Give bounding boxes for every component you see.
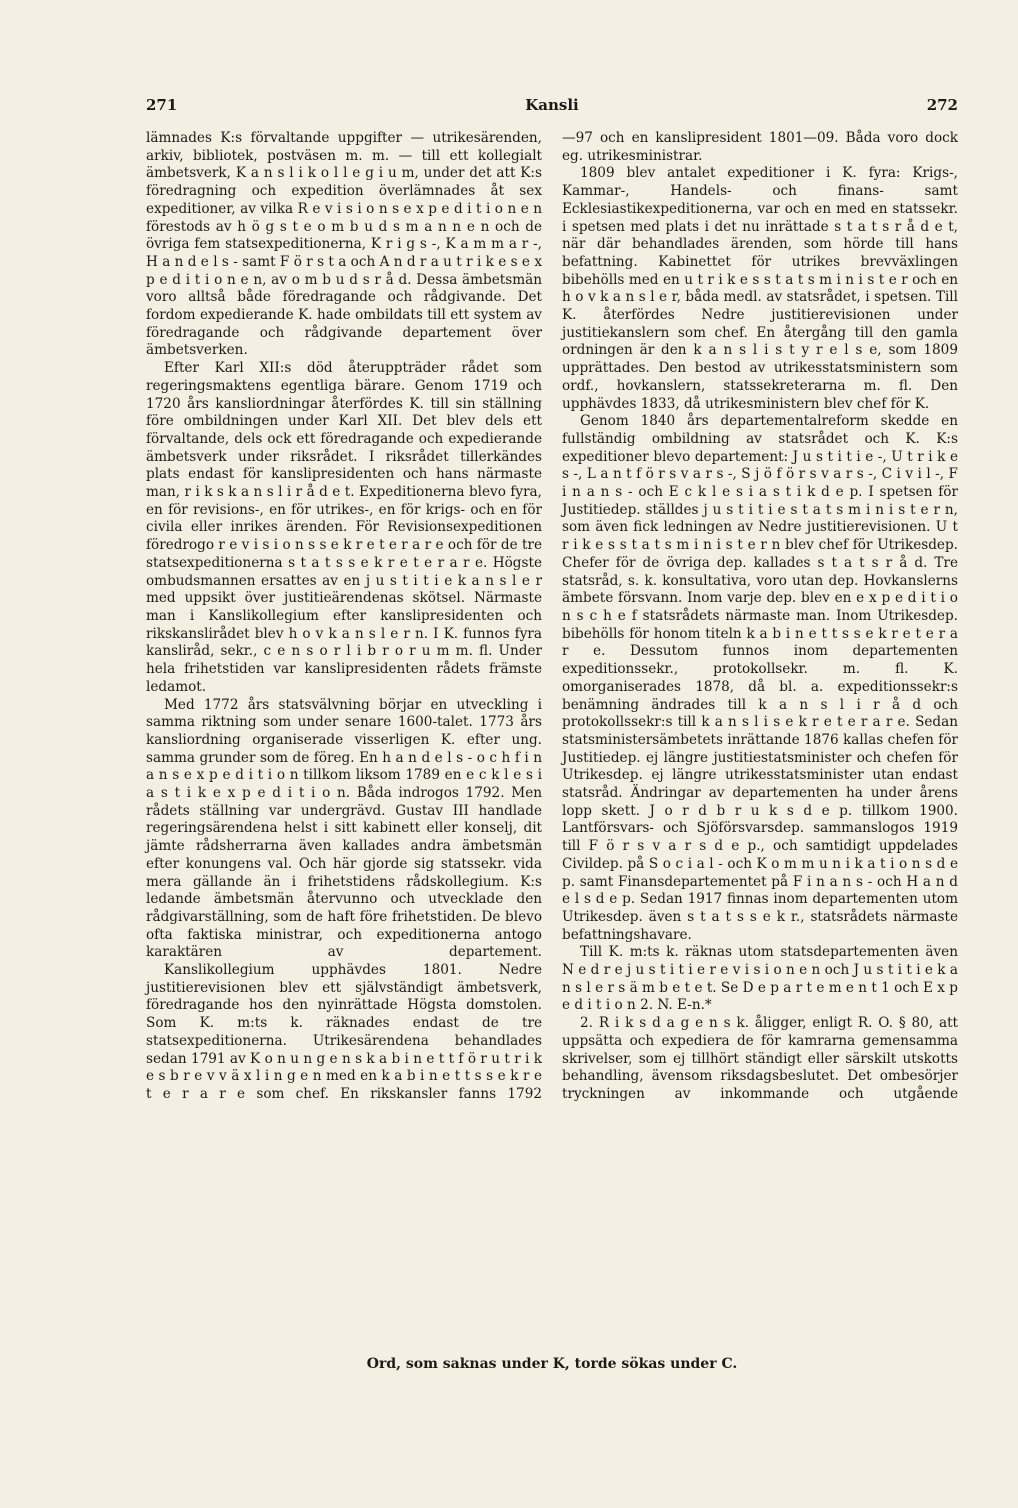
page-number-left: 271	[146, 96, 178, 114]
paragraph: Med 1772 års statsvälvning börjar en utveckling i samma riktning som under senare 1600-talet. 1773 års kansliordning organiserade visserligen K. efter ung. samma grunder som de föreg. En h a n d e l s - o c h f i n a n s e x p e d i t i o n tillkom liksom 1789 en e c k l e s i a s t i k e x p e d i t i o n. Båda indrogos 1792. Men rådets ställning var undergrävd. Gustav III handlade regeringsärendena helst i sitt kabinett eller konselj, dit jämte rådsherrarna även kallades andra ämbetsmän efter konungens val. Och här gjorde sig statssekr. vida mera gällande än i frihetstidens rådskollegium. K:s ledande ämbetsmän återvunno och utvecklade den rådgivarställning, som de haft före frihetstiden. De blevo ofta faktiska ministrar, och expeditionerna antogo karaktären av departement.	[146, 696, 542, 961]
running-header	[146, 96, 958, 120]
paragraph: Kanslikollegium upphävdes 1801. Nedre justitierevisionen blev ett självständigt ämbetsverk, föredragande hos den nyinrättade Högsta domstolen. Som K. m:ts k. räknades endast de tre statsexpeditionerna. Utrikesärendena behandlades sedan 1791 av K o n u n g e n s k a b i n e t t f ö r u t r i k e s b r e v v ä x l i n g e n med en k a b i n e t t s s e k r e t e r a r e som chef. En rikskansler fanns 1792	[146, 962, 542, 1102]
left-column	[146, 130, 542, 1104]
page-number-right: 272	[926, 96, 958, 114]
footer-note: Ord, som saknas under K, torde sökas under C.	[366, 1356, 738, 1372]
right-column	[562, 130, 958, 1104]
paragraph: lämnades K:s förvaltande uppgifter — utrikesärenden, arkiv, bibliotek, postväsen m. m. — till ett kollegialt ämbetsverk, K a n s l i k o l l e g i u m, under det att K:s föredragning och expedition överlämnades åt sex expeditioner, av vilka R e v i s i o n s e x p e d i t i o n e n förestods av h ö g s t e o m b u d s m a n n e n och de övriga fem statsexpeditionerna, K r i g s -, K a m m a r -, H a n d e l s - samt F ö r s t a och A n d r a u t r i k e s e x p e d i t i o n e n, av o m b u d s r å d. Dessa ämbetsmän voro alltså både föredragande och rådgivande. Det fordom expedierande K. hade ombildats till ett system av föredragande och rådgivande departement över ämbetsverken.	[146, 130, 542, 359]
page-title: Kansli	[525, 96, 579, 114]
paragraph: 2. R i k s d a g e n s k. åligger, enligt R. O. § 80, att uppsätta och expediera de för kamrarna gemensamma skrivelser, som ej tillhört ständigt eller särskilt utskotts behandling, ävensom riksdagsbeslutet. Det ombesörjer tryckningen av inkommande och utgående	[562, 1015, 958, 1102]
paragraph: —97 och en kanslipresident 1801—09. Båda voro dock eg. utrikesministrar.	[562, 130, 958, 164]
paragraph: Genom 1840 års departementalreform skedde en fullständig ombildning av statsrådet och K. K:s expeditioner blevo departement: J u s t i t i e -, U t r i k e s -, L a n t f ö r s v a r s -, S j ö f ö r s v a r s -, C i v i l -, F i n a n s - och E c k l e s i a s t i k d e p. I spetsen för Justitiedep. ställdes j u s t i t i e s t a t s m i n i s t e r n, som även fick ledningen av Nedre justitierevisionen. U t r i k e s s t a t s m i n i s t e r n blev chef för Utrikesdep. Chefer för de övriga dep. kallades s t a t s r å d. Tre statsråd, s. k. konsultativa, voro utan dep. Hovkanslerns ämbete försvann. Inom varje dep. blev en e x p e d i t i o n s c h e f statsrådets närmaste man. Inom Utrikesdep. bibehölls för honom titeln k a b i n e t t s s e k r e t e r a r e. Dessutom funnos inom departementen expeditionssekr., protokollsekr. m. fl. K. omorganiserades 1878, då bl. a. expeditionssekr:s benämning ändrades till k a n s l i r å d och protokollssekr:s till k a n s l i s e k r e t e r a r e. Sedan statsministersämbetets inrättande 1876 kallas chefen för Justitiedep. ej längre justitiestatsminister och chefen för Utrikesdep. ej längre utrikesstatsminister utan endast statsråd. Ändringar av departementen ha under årens lopp skett. J o r d b r u k s d e p. tillkom 1900. Lantförsvars- och Sjöförsvarsdep. sammanslogos 1919 till F ö r s v a r s d e p., och samtidigt uppdelades Civildep. på S o c i a l - och K o m m u n i k a t i o n s d e p. samt Finansdepartementet på F i n a n s - och H a n d e l s d e p. Sedan 1917 finnas inom departementen utom Utrikesdep. även s t a t s s e k r., statsrådets närmaste befattningshavare.	[562, 413, 958, 943]
paragraph: 1809 blev antalet expeditioner i K. fyra: Krigs-, Kammar-, Handels- och finans- samt Ecklesiastikexpeditionerna, var och en med en statssekr. i spetsen med plats i det nu inrättade s t a t s r å d e t, när där behandlades ärenden, som hörde till hans befattning. Kabinettet för utrikes brevväxlingen bibehölls med en u t r i k e s s t a t s m i n i s t e r och en h o v k a n s l e r, båda medl. av statsrådet, i spetsen. Till K. återfördes Nedre justitierevisionen under justitiekanslern som chef. En återgång till den gamla ordningen är den k a n s l i s t y r e l s e, som 1809 upprättades. Den bestod av utrikesstatsministern som ordf., hovkanslern, statssekreterarna m. fl. Den upphävdes 1833, då utrikesministern blev chef för K.	[562, 165, 958, 412]
paragraph: Efter Karl XII:s död återuppträder rådet som regeringsmaktens egentliga bärare. Genom 1719 och 1720 års kansliordningar återfördes K. till sin ställning före ombildningen under Karl XII. Det blev dels ett förvaltande, dels ock ett föredragande och expedierande ämbetsverk under riksrådet. I riksrådet tillerkändes plats endast för kanslipresidenten och hans närmaste man, r i k s k a n s l i r å d e t. Expeditionerna blevo fyra, en för revisions-, en för utrikes-, en för krigs- och en för civila eller inrikes ärenden. För Revisionsexpeditionen föredrogo r e v i s i o n s s e k r e t e r a r e och för de tre statsexpeditionerna s t a t s s e k r e t e r a r e. Högste ombudsmannen ersattes av en j u s t i t i e k a n s l e r med uppsikt över justitieärendenas skötsel. Närmaste man i Kanslikollegium efter kanslipresidenten och rikskanslirådet blev h o v k a n s l e r n. I K. funnos fyra kansliråd, sekr., c e n s o r l i b r o r u m m. fl. Under hela frihetstiden var kanslipresidenten rådets främste ledamot.	[146, 360, 542, 695]
paragraph: Till K. m:ts k. räknas utom statsdepartementen även N e d r e j u s t i t i e r e v i s i o n e n och J u s t i t i e k a n s l e r s ä m b e t e t. Se D e p a r t e m e n t 1 och E x p e d i t i o n 2. N. E-n.*	[562, 944, 958, 1014]
